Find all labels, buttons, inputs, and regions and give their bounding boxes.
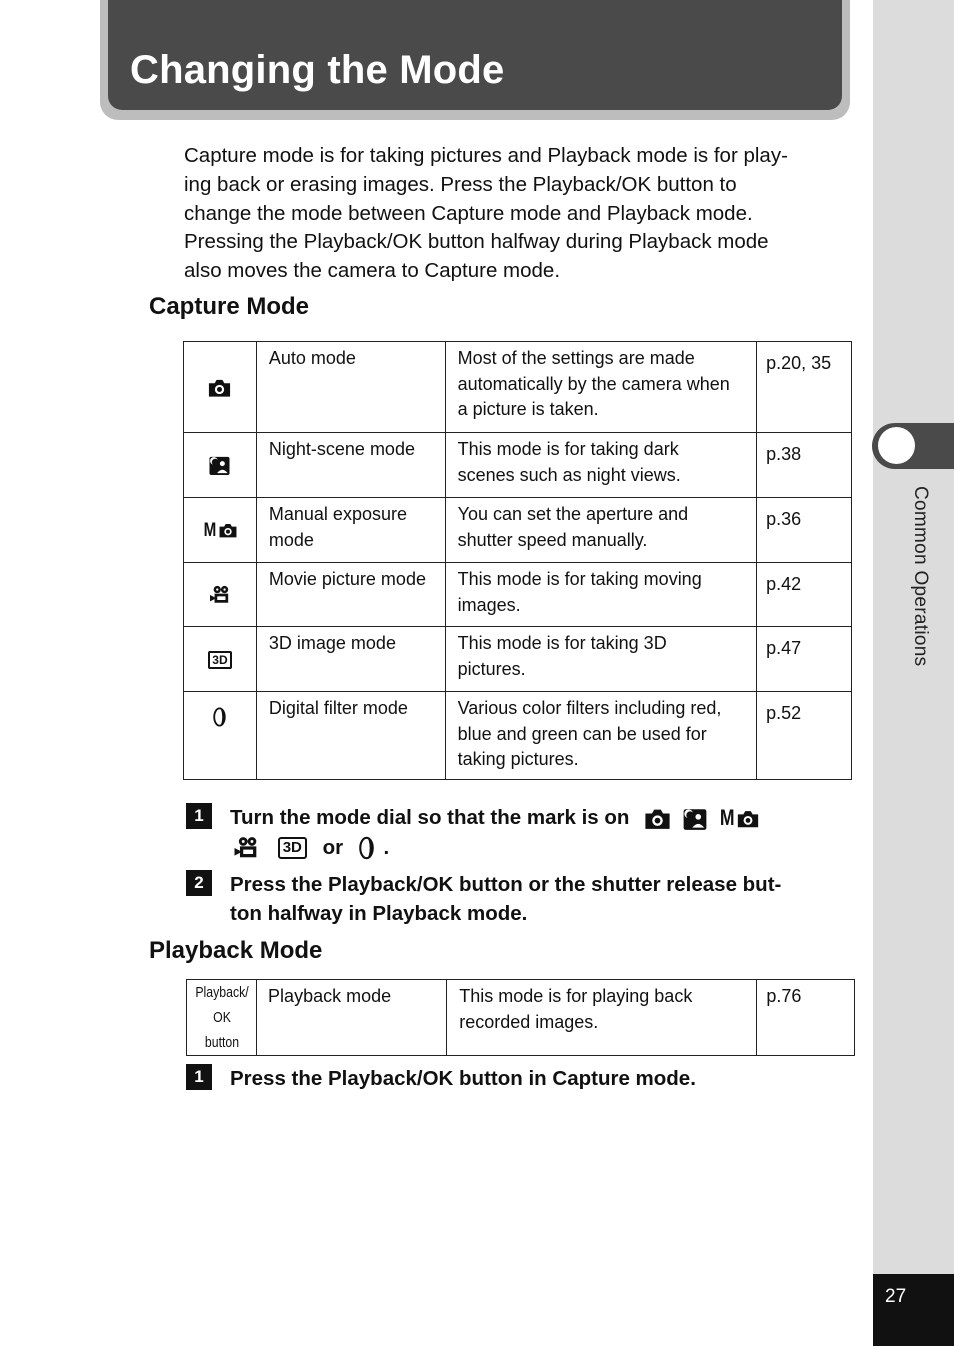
- manual-exposure-icon: M: [202, 517, 238, 543]
- night-scene-icon: [682, 807, 708, 831]
- sidebar: [873, 0, 954, 1346]
- page-number-box: [873, 1274, 954, 1346]
- table-row: [187, 980, 855, 1056]
- mode-description: Most of the settings are made automatically by the camera when a picture is taken.: [445, 342, 756, 433]
- mode-description: This mode is for playing back recorded images.: [447, 980, 757, 1056]
- playback-mode-heading: Playback Mode: [149, 937, 323, 964]
- mode-name: Playback mode: [257, 980, 447, 1056]
- section-tab-dot: [878, 427, 915, 464]
- step-number: 1: [186, 1064, 212, 1090]
- digital-filter-icon: [213, 707, 226, 727]
- manual-exposure-icon: M: [718, 804, 760, 833]
- table-row: [184, 563, 852, 627]
- movie-camera-icon: [209, 585, 231, 605]
- mode-name: Night-scene mode: [256, 433, 445, 498]
- night-scene-icon: [208, 455, 231, 476]
- playback-ok-button-label: Playback/ OK button: [193, 980, 250, 1056]
- mode-description: This mode is for taking 3D pictures.: [445, 627, 756, 692]
- mode-description: This mode is for taking moving images.: [445, 563, 756, 627]
- table-row: [184, 627, 852, 692]
- step-instruction: Press the Playback/OK button in Capture mode.: [230, 1067, 696, 1090]
- digital-filter-icon: [359, 836, 374, 860]
- mode-name: Movie picture mode: [256, 563, 445, 627]
- auto-camera-icon: [207, 378, 232, 398]
- 3d-icon: 3D: [278, 837, 307, 859]
- capture-mode-heading: Capture Mode: [149, 293, 310, 320]
- step-number: 1: [186, 803, 212, 829]
- step-instruction: Turn the mode dial so that the mark is on M 3D or .: [230, 804, 760, 862]
- intro-line: also moves the camera to Capture mode.: [184, 259, 561, 283]
- mode-name: Auto mode: [256, 342, 445, 433]
- mode-description: Various color filters including red, blue and green can be used for taking pictures.: [445, 692, 756, 780]
- page-reference: p.20, 35: [757, 342, 852, 433]
- capture-mode-table: [183, 341, 852, 780]
- auto-camera-icon: [643, 808, 672, 830]
- table-row: [184, 692, 852, 780]
- table-row: [184, 433, 852, 498]
- page-number: 27: [885, 1286, 907, 1307]
- page-reference: p.76: [757, 980, 855, 1056]
- table-row: [184, 498, 852, 563]
- playback-mode-table: [186, 979, 855, 1056]
- intro-line: change the mode between Capture mode and Playback mode.: [184, 201, 753, 225]
- intro-paragraph: [184, 142, 854, 286]
- mode-description: You can set the aperture and shutter speed manually.: [445, 498, 756, 563]
- page-title: Changing the Mode: [130, 48, 505, 92]
- page-reference: p.36: [757, 498, 852, 563]
- step-number: 2: [186, 870, 212, 896]
- page-reference: p.38: [757, 433, 852, 498]
- page-reference: p.42: [757, 563, 852, 627]
- page-reference: p.52: [757, 692, 852, 780]
- mode-name: Manual exposure mode: [256, 498, 445, 563]
- intro-line: Capture mode is for taking pictures and Playback mode is for play-: [184, 144, 788, 167]
- movie-camera-icon: [233, 836, 260, 860]
- intro-line: ing back or erasing images. Press the Playback/OK button to: [184, 172, 737, 196]
- table-row: [184, 342, 852, 433]
- mode-name: 3D image mode: [256, 627, 445, 692]
- mode-name: Digital filter mode: [256, 692, 445, 780]
- step-instruction: Press the Playback/OK button or the shutter release but- ton halfway in Playback mode.: [230, 873, 782, 925]
- page-reference: p.47: [757, 627, 852, 692]
- intro-line: Pressing the Playback/OK button halfway during Playback mode: [184, 230, 769, 254]
- mode-description: This mode is for taking dark scenes such as night views.: [445, 433, 756, 498]
- 3d-icon: 3D: [208, 651, 231, 669]
- section-label: Common Operations: [910, 486, 931, 667]
